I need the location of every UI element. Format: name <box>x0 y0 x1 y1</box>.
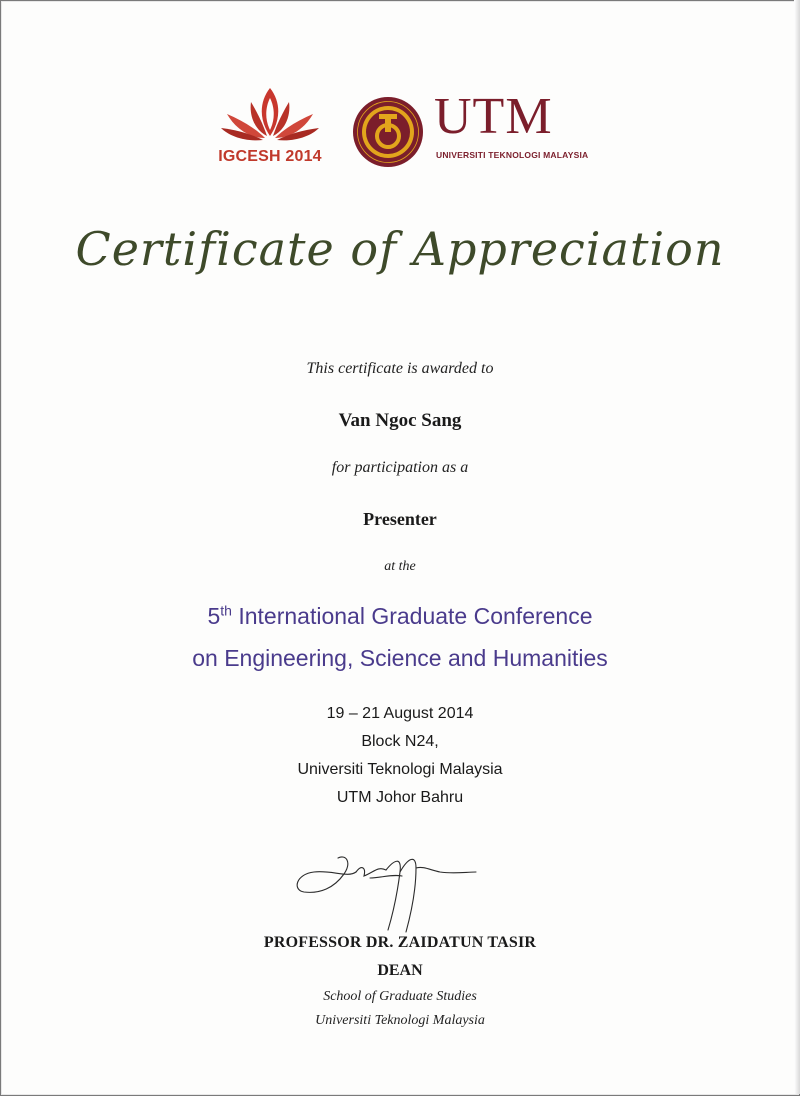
utm-subtitle: UNIVERSITI TEKNOLOGI MALAYSIA <box>436 150 589 160</box>
conference-title-line2: on Engineering, Science and Humanities <box>192 645 608 671</box>
igcesh-logo-text: IGCESH 2014 <box>218 148 322 165</box>
signatory-title: DEAN <box>377 962 423 979</box>
signature-icon <box>290 848 490 936</box>
conference-ordinal: 5 <box>207 603 221 629</box>
at-the-line: at the <box>384 559 416 574</box>
dean-signature <box>290 848 490 936</box>
conference-title-rest: International Graduate Conference <box>231 603 593 629</box>
recipient-name: Van Ngoc Sang <box>338 410 462 431</box>
awarded-line: This certificate is awarded to <box>306 360 494 377</box>
lotus-icon <box>215 84 325 146</box>
conference-ordinal-suffix: th <box>220 602 232 619</box>
utm-seal-icon <box>352 96 424 168</box>
certificate-title: Certificate of Appreciation <box>75 222 725 276</box>
participation-role: Presenter <box>363 509 437 529</box>
signatory-university: Universiti Teknologi Malaysia <box>315 1013 485 1028</box>
signatory-name: PROFESSOR DR. ZAIDATUN TASIR <box>263 934 537 951</box>
event-university: Universiti Teknologi Malaysia <box>297 761 503 778</box>
utm-wordmark: UTM <box>434 88 553 145</box>
page-edge-shadow <box>794 0 800 1094</box>
event-dates: 19 – 21 August 2014 <box>326 705 474 722</box>
event-block: Block N24, <box>361 733 439 750</box>
participation-line: for participation as a <box>331 459 469 476</box>
signatory-school: School of Graduate Studies <box>323 989 477 1004</box>
conference-title-line1 <box>0 603 800 630</box>
event-campus: UTM Johor Bahru <box>336 789 464 806</box>
igcesh-logo <box>215 84 325 174</box>
utm-seal <box>352 96 424 168</box>
